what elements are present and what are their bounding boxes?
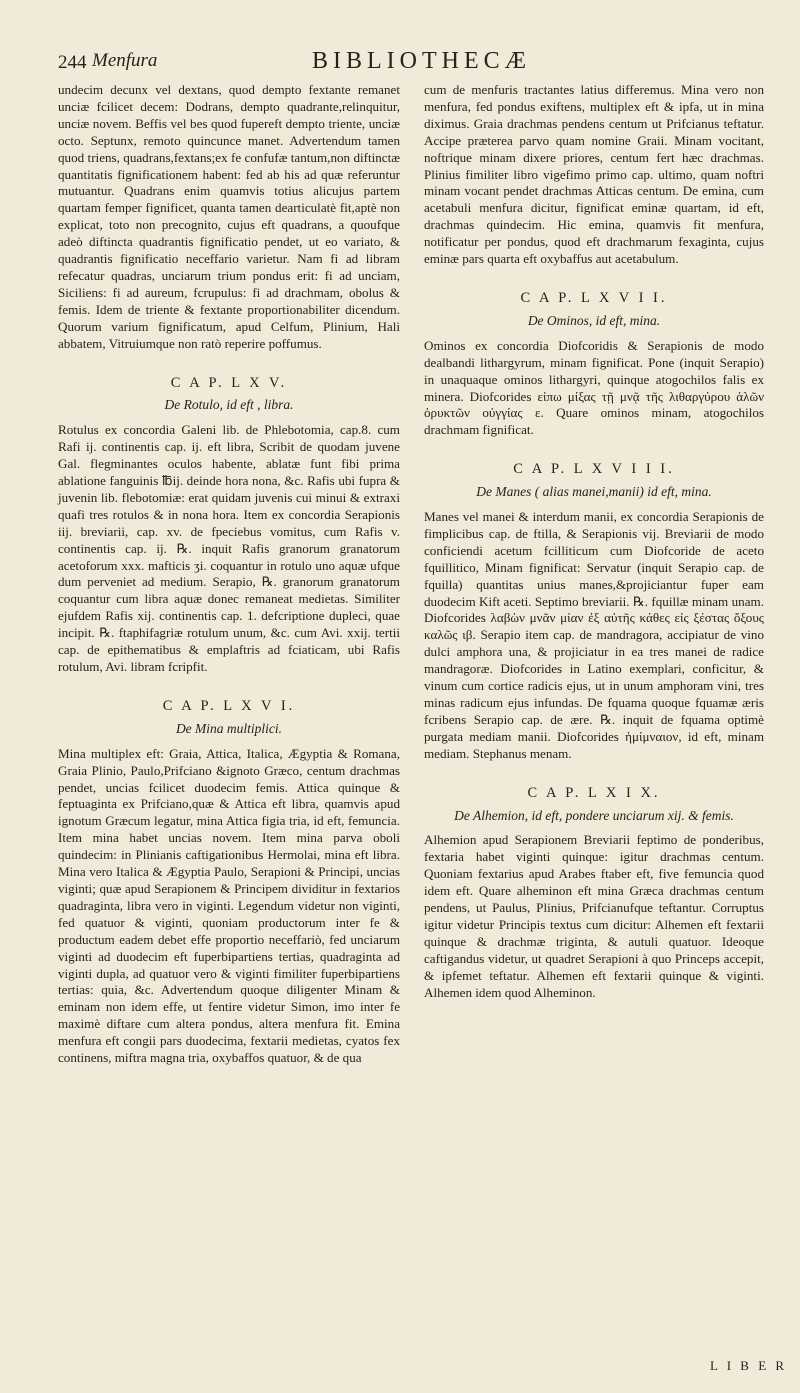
chapter-67-heading: C A P. L X V I I. [520, 289, 668, 306]
page-number: 244 [58, 52, 87, 73]
chapter-67-text: Ominos ex concordia Diofcoridis & Serapionis de modo dealbandi lithargyrum, minam fignificat. Pone (inquit Serapio) in unaquaque ominos lithargyri, quinque atogochilos falis ex minera. Diofcorides εἰπω μίξας τῇ μνᾷ τῆς λιθαργύρου ἁλῶν ὀρυκτῶν οὐγγίας ε. Quare ominos minam, atogochilos drachmam fignificat. [424, 337, 764, 438]
chapter-68-text: Manes vel manei & interdum manii, ex concordia Serapionis de fimplicibus cap. de ftilla, & Serapionis vij. Breviarii de modo conficiendi acetum fcilliticum cum Diofcoride de aceto fquillitico, Minam fignificat: Servatur (inquit Serapio cap. de fquilla) quantitas unius manes,&projiciantur fuper eam duodecim Kift aceti. Septimo breviarii. ℞. fquillæ minam unam. Diofcorides λαβὼν μνᾶν μίαν ἐξ αὐτῆς κάθες εἰς ξέστας ὄξους καλῶς ιβ. Serapio item cap. de mandragora, accipiatur de vino dulci amphora una, & projiciatur in ea tres manei de radice mandragoræ. Diofcorides in Latino exemplari, conficitur, & vinum cum cortice radicis ejus, ut in unum amphoram vini, tres minas radicum ejus infundas. De fquama quoque fquamæ æris fcribens Serapio cap. de ære. ℞. inquit de fquama optimè purgata mediam manii. Diofcorides ἡμίμναιον, id eft, minam mediam. Stephanus menam. [424, 509, 764, 761]
running-section: Menfura [92, 50, 158, 71]
chapter-68-title: De Manes ( alias manei,manii) id eft, mina. [476, 484, 712, 500]
right-intro-paragraph: cum de menfuris tractantes latius differemus. Mina vero non menfura, fed pondus exiftens, multiplex eft & ipfa, ut in mina diximus. Graia drachmas pendens centum ut Prifcianus teftatur. Accipe præterea parvo quam nomine Graii. Minam vocitant, noftrique minam dixere priores, centum fert hæc drachmas. Plinius fimiliter libro vigefimo primo cap. ultimo, quam noftri minam vocant pendet drachmas Atticas centum. De emina, cum acetabuli menfura dicitur, fignificat eminæ quartam, id eft, drachmas quindecim. Hic emina, quamvis fit menfura, notificatur per pondus, quod eft drachmarum fexaginta, cujus eminæ pars quarta eft oxybaffus aut acetabulum. [424, 82, 764, 267]
chapter-65-text: Rotulus ex concordia Galeni lib. de Phlebotomia, cap.8. cum Rafi ij. continentis cap. ij. eft libra, Scribit de quodam juvene Gal. flegminantes oculos habente, ablatæ funt fibi prima ablatione fanguinis ℔ij. deinde hora nona, &c. Rafis ubi fupra & juvenin lib. flebotomiæ: erat quidam juvenis cui minui & extraxi quafi tres rotulos & in nona hora. Item ex concordia Serapionis iij. breviarii, cap. xv. de fpeciebus vomitus, cum Rafis v. continentis cap. ij. ℞. inquit Rafis granorum granatorum acetoforum xxx. mafticis ʒi. coquantur in rotulo uno aquæ ufque dum perveniet ad medium. Serapio, ℞. granorum granatorum coquantur cum libra aquæ donec remaneat medietas. Similiter ejufdem Rafis xij. continentis cap. 1. defcriptione dupleci, quae incipit. ℞. ftaphifagriæ rotulum unum, &c. cum Avi. xxij. tertii cap. de epithematibus & emplaftris ad fciaticam, ubi Rafis rotulum, Avi. libram fcripfit. [58, 422, 400, 674]
chapter-65-heading: C A P. L X V. [170, 374, 288, 391]
right-column [424, 82, 764, 1002]
chapter-67-title: De Ominos, id eft, mina. [527, 312, 661, 328]
chapter-69-text: Alhemion apud Serapionem Breviarii feptimo de ponderibus, fextaria habet viginti quinque: igitur drachmas centum. Quoniam fextarius apud Arabes ftaber eft, five femuncia quod idem eft. Quare alheminon eft mina Græca drachmas centum pendens, ut Paulus, Plinius, Prifcianufque teftantur. Corruptus igitur videtur Principis textus cum dicitur: Alhemen eft fextarii quinque & drachmæ triginta, & autuli quatuor. Ideoque caftigandus videtur, ut quadret Serapioni à quo Princeps accepit, & ipfemet teftatur. Alhemen eft fextarii quinque & viginti. Alhemen idem quod Alheminon. [424, 832, 764, 1000]
left-column [58, 82, 400, 1067]
chapter-66-heading: C A P. L X V I. [162, 697, 296, 714]
chapter-65-title: De Rotulo, id eft , libra. [164, 397, 294, 413]
page-header [58, 46, 778, 76]
chapter-68-heading: C A P. L X V I I I. [513, 461, 675, 478]
chapter-66-text: Mina multiplex eft: Graia, Attica, Italica, Ægyptia & Romana, Graia Plinio, Paulo,Prifciano &ignoto Græco, centum drachmas pendet, uncias fcilicet duodecim femis. Attica quinque & feptuaginta ex Prifciano,quæ & Attica eft libra, quamvis apud ignotum Græcum legatur, mina Attica figia tria, id eft, femuncia. Item mina habet uncias novem. Item mina parva oboli quindecim: in Plinianis caftigationibus Hermolai, mina eft libra. Mina vero Italica & Ægyptia Paulo, Serapioni & Principi, uncias viginti; quæ apud Serapionem & Principem dividitur in fextarios quadraginta, libra vero in viginti. Legendum videtur non viginti, fed quatuor & viginti, quoniam productorum inter fe & productum eadem debet effe proportio neceffariò, fed unciarum viginti ad duodecim eft fuperbipartiens tertias, quadraginta ad viginti dupla, ad quatuor vero & viginti fimiliter fuperbipartiens tertias: quia, &c. Advertendum quoque diligenter Minam & eminam non idem effe, ut fentire videtur Simon, imo inter fe maximè diftare cum altera pondus, altera menfura fit. Emina menfura eft congii pars duodecima, fextarii medietas, cyatos fex continens, miftra magna tria, oxybaffos quatuor, & de qua [58, 745, 400, 1066]
running-title: BIBLIOTHECÆ [312, 48, 531, 74]
chapter-66-title: De Mina multiplici. [175, 720, 283, 736]
catchword: L I B E R [710, 1358, 788, 1373]
chapter-69-heading: C A P. L X I X. [527, 784, 661, 801]
left-intro-paragraph: undecim decunx vel dextans, quod dempto fextante remanet unciæ fcilicet decem: Dodrans, dempto quadrante,relinquitur, unciæ novem. Beffis vel bes quod fupereft dempto triente, unciæ octo. Septunx, remoto quincunce manet. Advertendum tamen quod triens, quadrans,fextans;ex fe confufæ tantum,non diftinctæ quantitatis fignificationem habent: fed ab his ad quæ referuntur mutuantur. Quadrans enim quamvis totius alicujus partem quartam femper fignificet, quanta tamen dearticulatè fit,aptè non explicat, toto non precognito, cujus eft quadrans, a quoufque adeò diftincta quadrantis fignificatio pendet, ut eo variato, & quadrantis fignificatio neceffario varietur. Nam fi ad libram refecatur quadras, unciarum trium pondus erit: fi ad unciam, Siciliens: fi ad aureum, fcrupulus: fi ad drachmam, obolus & femis. Idem de triente & fextante proportionabiliter dicendum. Quorum varium fignificatum, apud Celfum, Plinium, Hali abbatem, Vitruiumque non ratò reperire poffumus. [58, 82, 400, 351]
chapter-69-title: De Alhemion, id eft, pondere unciarum xij. & femis. [454, 807, 734, 823]
